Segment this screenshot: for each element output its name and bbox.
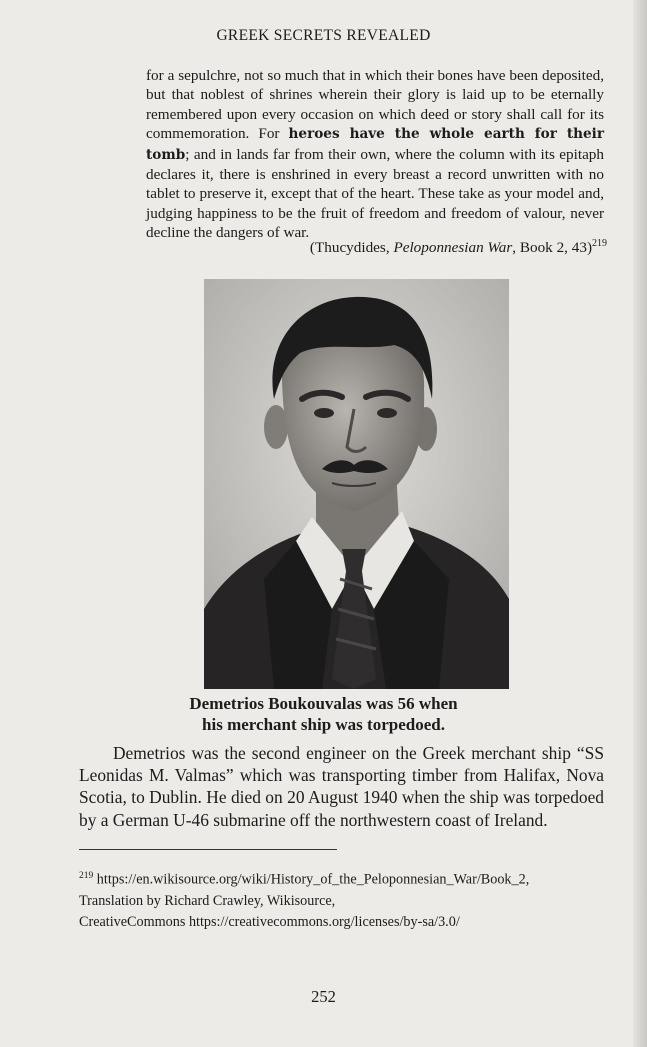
- photo-caption: [0, 693, 647, 735]
- footnote-line-1: [79, 866, 619, 891]
- quote-citation: [310, 238, 607, 257]
- page-edge-shadow: [633, 0, 647, 1047]
- citation-prefix: (Thucydides,: [309, 239, 394, 257]
- block-quote: [146, 66, 604, 243]
- running-header: GREEK SECRETS REVEALED: [216, 27, 431, 44]
- portrait-photo: [204, 279, 509, 689]
- quote-text-end: ; and in lands far from their own, where the column with its epitaph declares it, there is enshrined in every breast a record unwritten with no tablet to preserve it, except that of the heart. These take as your model and, judging happiness to be the fruit of freedom and freedom of valour, never decline the dangers of war.: [146, 145, 604, 242]
- caption-line-1: Demetrios Boukouvalas was 56 when: [189, 694, 458, 713]
- footnote-url: https://en.wikisource.org/wiki/History_of_the_Peloponnesian_War/Book_2,: [96, 871, 530, 888]
- citation-suffix: , Book 2, 43): [512, 239, 592, 257]
- footnote-reference: 219: [592, 238, 607, 249]
- quote-text-start: for a sepulchre, not so much that in which their bones have been deposited, but that noblest of shrines wherein their glory is laid up to be eternally remembered upon every occasion on which deed or story shall call for its commemoration. For: [146, 67, 604, 143]
- footnote-line-3: CreativeCommons https://creativecommons.org/licenses/by-sa/3.0/: [79, 913, 460, 930]
- caption-line-2: his merchant ship was torpedoed.: [202, 715, 445, 734]
- body-paragraph: Demetrios was the second engineer on the Greek merchant ship “SS Leonidas M. Valmas” which was transporting timber from Halifax, Nova Scotia, to Dublin. He died on 20 August 1940 when the ship was torpedoed by a German U-46 submarine off the northwestern coast of Ireland.: [79, 743, 604, 830]
- citation-title: Peloponnesian War: [393, 239, 513, 257]
- quote-bold-phrase: heroes have the whole earth for their tomb: [146, 126, 604, 163]
- footnote-divider: [79, 849, 337, 850]
- footnote: [79, 866, 619, 933]
- footnote-line-2: Translation by Richard Crawley, Wikisource,: [79, 892, 336, 909]
- page-number: 252: [311, 987, 336, 1006]
- footnote-number: 219: [79, 871, 94, 881]
- portrait-illustration: [204, 279, 509, 689]
